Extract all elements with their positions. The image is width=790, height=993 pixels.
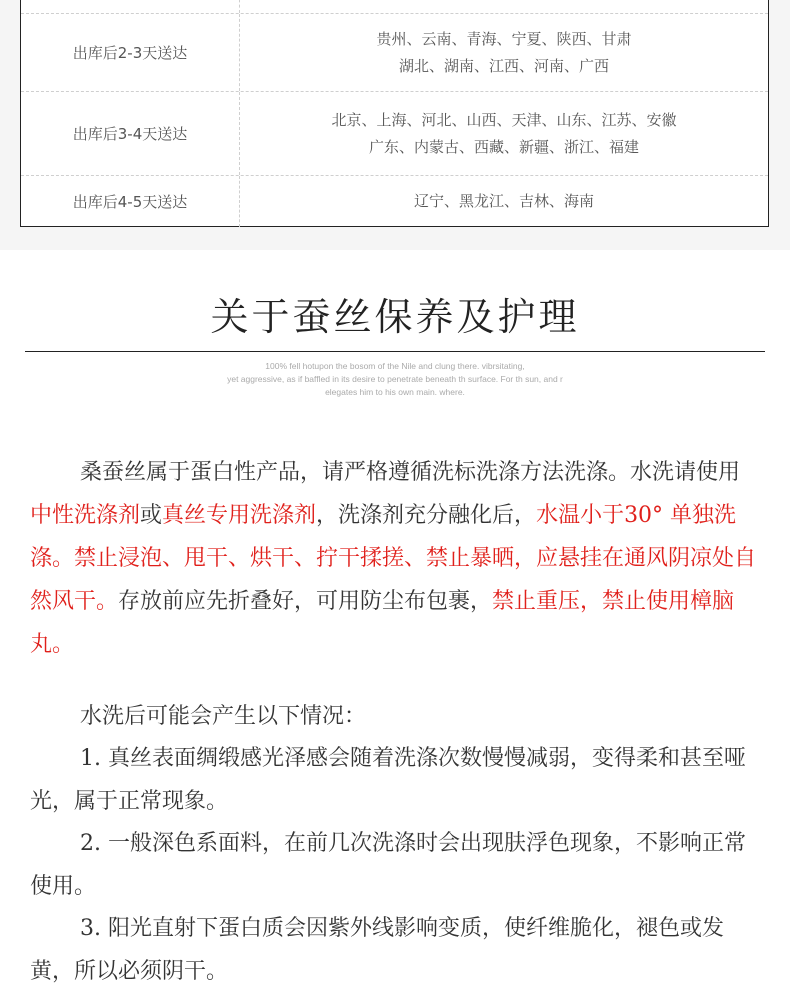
care-text: 桑蚕丝属于蛋白性产品，请严格遵循洗标洗涤方法洗涤。水洗请使用 [80,460,741,485]
care-text: 或 [140,503,163,528]
care-text: 存放前应先折叠好，可用防尘布包裹， [118,589,493,614]
list-item: 3. 阳光直射下蛋白质会因紫外线影响变质，使纤维脆化，褪色或发黄，所以必须阴干。 [30,916,724,984]
regions-line: 贵州、云南、青海、宁夏、陕西、甘肃 [376,29,632,48]
regions-line: 广东、内蒙古、西藏、新疆、浙江、福建 [368,137,639,156]
washing-warning-emphasis: 水温小于30° 单独洗涤。禁止浸泡、甩干、烘干、拧干揉搓、禁止暴晒，应悬挂在通风阴凉处自然风干。 [30,503,757,614]
list-item: 2. 一般深色系面料，在前几次洗涤时会出现肤浮色现象，不影响正常使用。 [30,831,746,899]
table-row [21,14,768,92]
section-title: 关于蚕丝保养及护理 [210,295,580,339]
english-caption-line: elegates him to his own main. where. [325,387,465,397]
regions-line [466,0,541,3]
delivery-days-cell: 出库后3-4天送达 [72,125,188,143]
list-item: 1. 真丝表面绸缎感光泽感会随着洗涤次数慢慢减弱，变得柔和甚至哑光，属于正常现象。 [30,746,746,814]
delivery-days-cell: 出库后4-5天送达 [72,193,188,211]
regions-line: 湖北、湖南、江西、河南、广西 [398,56,609,75]
regions-cell [240,92,768,175]
delivery-days-cell: 出库后2-3天送达 [72,44,188,62]
regions-cell [240,14,768,91]
neutral-detergent-emphasis: 中性洗涤剂 [30,503,141,528]
table-row [21,92,768,176]
care-text: ，洗涤剂充分融化后， [316,503,537,528]
title-divider [25,351,765,352]
regions-line: 北京、上海、河北、山西、天津、山东、江苏、安徽 [331,110,677,129]
english-caption [180,360,610,399]
column-divider [239,0,240,13]
english-caption-line: yet aggressive, as if baffled in its desire to penetrate beneath th surface. For th sun, and r [227,374,563,384]
regions-line: 辽宁、黑龙江、吉林、海南 [413,192,594,210]
care-instructions-paragraph [30,451,762,666]
table-row [21,0,768,14]
english-caption-line: 100% fell hotupon the bosom of the Nile and clung there. vibrsitating, [265,361,525,371]
storage-warning-emphasis: 禁止重压，禁止使用樟脑丸。 [30,589,735,657]
regions-cell [240,176,768,227]
silk-detergent-emphasis: 真丝专用洗涤剂 [162,503,317,528]
table-row [21,176,768,227]
shipping-time-table [20,0,769,227]
after-wash-intro: 水洗后可能会产生以下情况： [80,704,367,729]
